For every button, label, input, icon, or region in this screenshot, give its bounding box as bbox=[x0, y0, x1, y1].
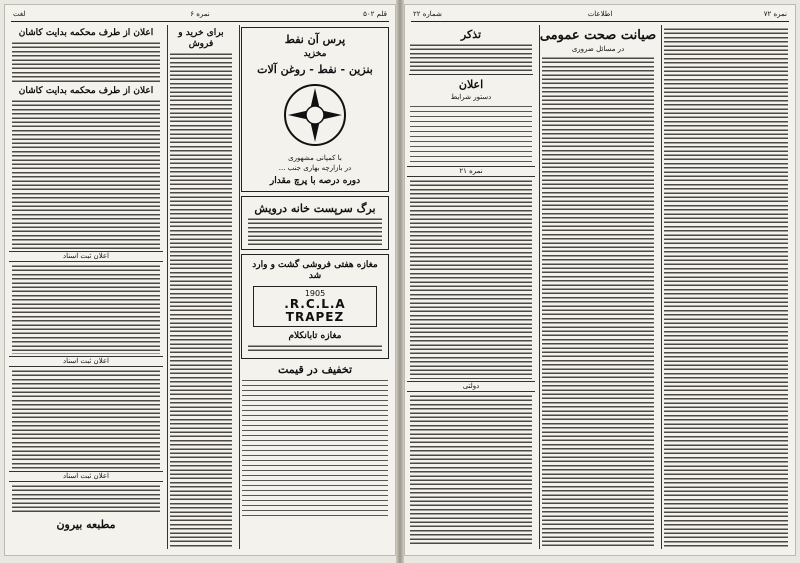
right-page-header bbox=[411, 9, 789, 22]
ad-pan-line2: مخزید bbox=[303, 49, 327, 59]
left-col-2 bbox=[167, 25, 235, 549]
left-page-header bbox=[11, 9, 389, 22]
ad-pan-foot2: در بازارچه بهارى جنب ... bbox=[278, 164, 352, 172]
left-col-3 bbox=[9, 25, 163, 549]
ad-trapez-title: مغازه هفتی فروشی گشت و وارد شد bbox=[252, 260, 378, 281]
press-signature: مطبعه بیرون bbox=[56, 518, 116, 531]
discount-text bbox=[242, 378, 388, 518]
ad-trapez bbox=[241, 254, 389, 359]
pan-logo-icon bbox=[280, 80, 350, 150]
public-health-title: صیانت صحت عمومی bbox=[539, 28, 657, 43]
public-health-subtitle: در مسائل ضروری bbox=[571, 45, 625, 53]
court-notice-1-text bbox=[12, 41, 160, 83]
notice-title: تذکر bbox=[460, 28, 482, 41]
column-rule bbox=[539, 25, 540, 549]
column-rule bbox=[239, 25, 240, 549]
trapez-logo bbox=[253, 286, 377, 327]
announcement-subtitle: دستور شرایط bbox=[450, 93, 492, 101]
announcement-label-1: نمره ۲۱ bbox=[407, 166, 535, 177]
right-page-number: نمره ۷۲ bbox=[763, 10, 787, 18]
ad-darvish-title: برگ سرپست خانه درویش bbox=[254, 202, 376, 215]
registry-notice-2-text bbox=[12, 369, 160, 469]
announcement-text-2 bbox=[410, 394, 532, 544]
court-notice-2-title: اعلان از طرف محکمه بدایت کاشان bbox=[18, 86, 154, 96]
announcement-label-2: دولتی bbox=[407, 381, 535, 392]
ad-pan-line1: پرس آن نفط bbox=[284, 33, 346, 46]
public-health-text bbox=[542, 56, 654, 546]
notice-text bbox=[410, 43, 532, 71]
court-notice-2-text bbox=[12, 99, 160, 249]
ad-pan-oil bbox=[241, 27, 389, 192]
registry-notice-1-text bbox=[12, 264, 160, 354]
left-page-issue: نمره ۶ bbox=[190, 10, 210, 18]
registry-notice-2-title: اعلان ثبت اسناد bbox=[9, 356, 163, 367]
buy-sell-text bbox=[170, 52, 232, 549]
trapez-year: 1905 bbox=[304, 289, 326, 298]
right-col-1 bbox=[661, 25, 791, 549]
left-page-section: لغت bbox=[13, 10, 26, 18]
left-page bbox=[4, 4, 396, 556]
ad-pan-line3: بنزین - نفط - روغن آلات bbox=[257, 63, 373, 76]
left-page-number: قلم ۵۰۲ bbox=[363, 10, 387, 18]
ad-pan-price: دوره درصه با پرچ مقدار bbox=[269, 176, 361, 186]
announcement-text bbox=[410, 179, 532, 379]
right-col-1-text bbox=[664, 27, 788, 547]
column-rule bbox=[661, 25, 662, 549]
trapez-line2: TRAPEZ bbox=[285, 310, 345, 324]
registry-notice-1-title: اعلان ثبت اسناد bbox=[9, 251, 163, 262]
registry-notice-3-text bbox=[12, 484, 160, 514]
ad-darvish bbox=[241, 196, 389, 250]
announcement-table bbox=[410, 104, 532, 164]
ad-tabankalam-title: مغازه تابانکلام bbox=[288, 331, 342, 341]
right-page-title: اطلاعات bbox=[587, 10, 613, 18]
page-gutter bbox=[396, 0, 404, 563]
court-notice-1-title: اعلان از طرف محکمه بدایت کاشان bbox=[18, 28, 154, 38]
discount-title: تخفیف در قیمت bbox=[277, 363, 353, 376]
section-divider bbox=[409, 74, 533, 75]
ad-pan-foot1: با كمپانى مشهورى bbox=[288, 154, 342, 162]
right-col-3 bbox=[407, 25, 535, 549]
buy-sell-title: برای خرید و فروش bbox=[178, 28, 224, 49]
right-col-2 bbox=[539, 25, 657, 549]
left-ads-column bbox=[239, 25, 391, 549]
registry-notice-3-title: اعلان ثبت اسناد bbox=[9, 471, 163, 482]
ad-trapez-text bbox=[248, 344, 382, 354]
ad-darvish-text bbox=[248, 217, 382, 245]
trapez-line1: R.C.L.A. bbox=[284, 297, 346, 311]
announcement-title: اعلان bbox=[458, 78, 484, 91]
right-page bbox=[404, 4, 796, 556]
right-page-issue: شماره ۲۲ bbox=[413, 10, 442, 18]
column-rule bbox=[167, 25, 168, 549]
